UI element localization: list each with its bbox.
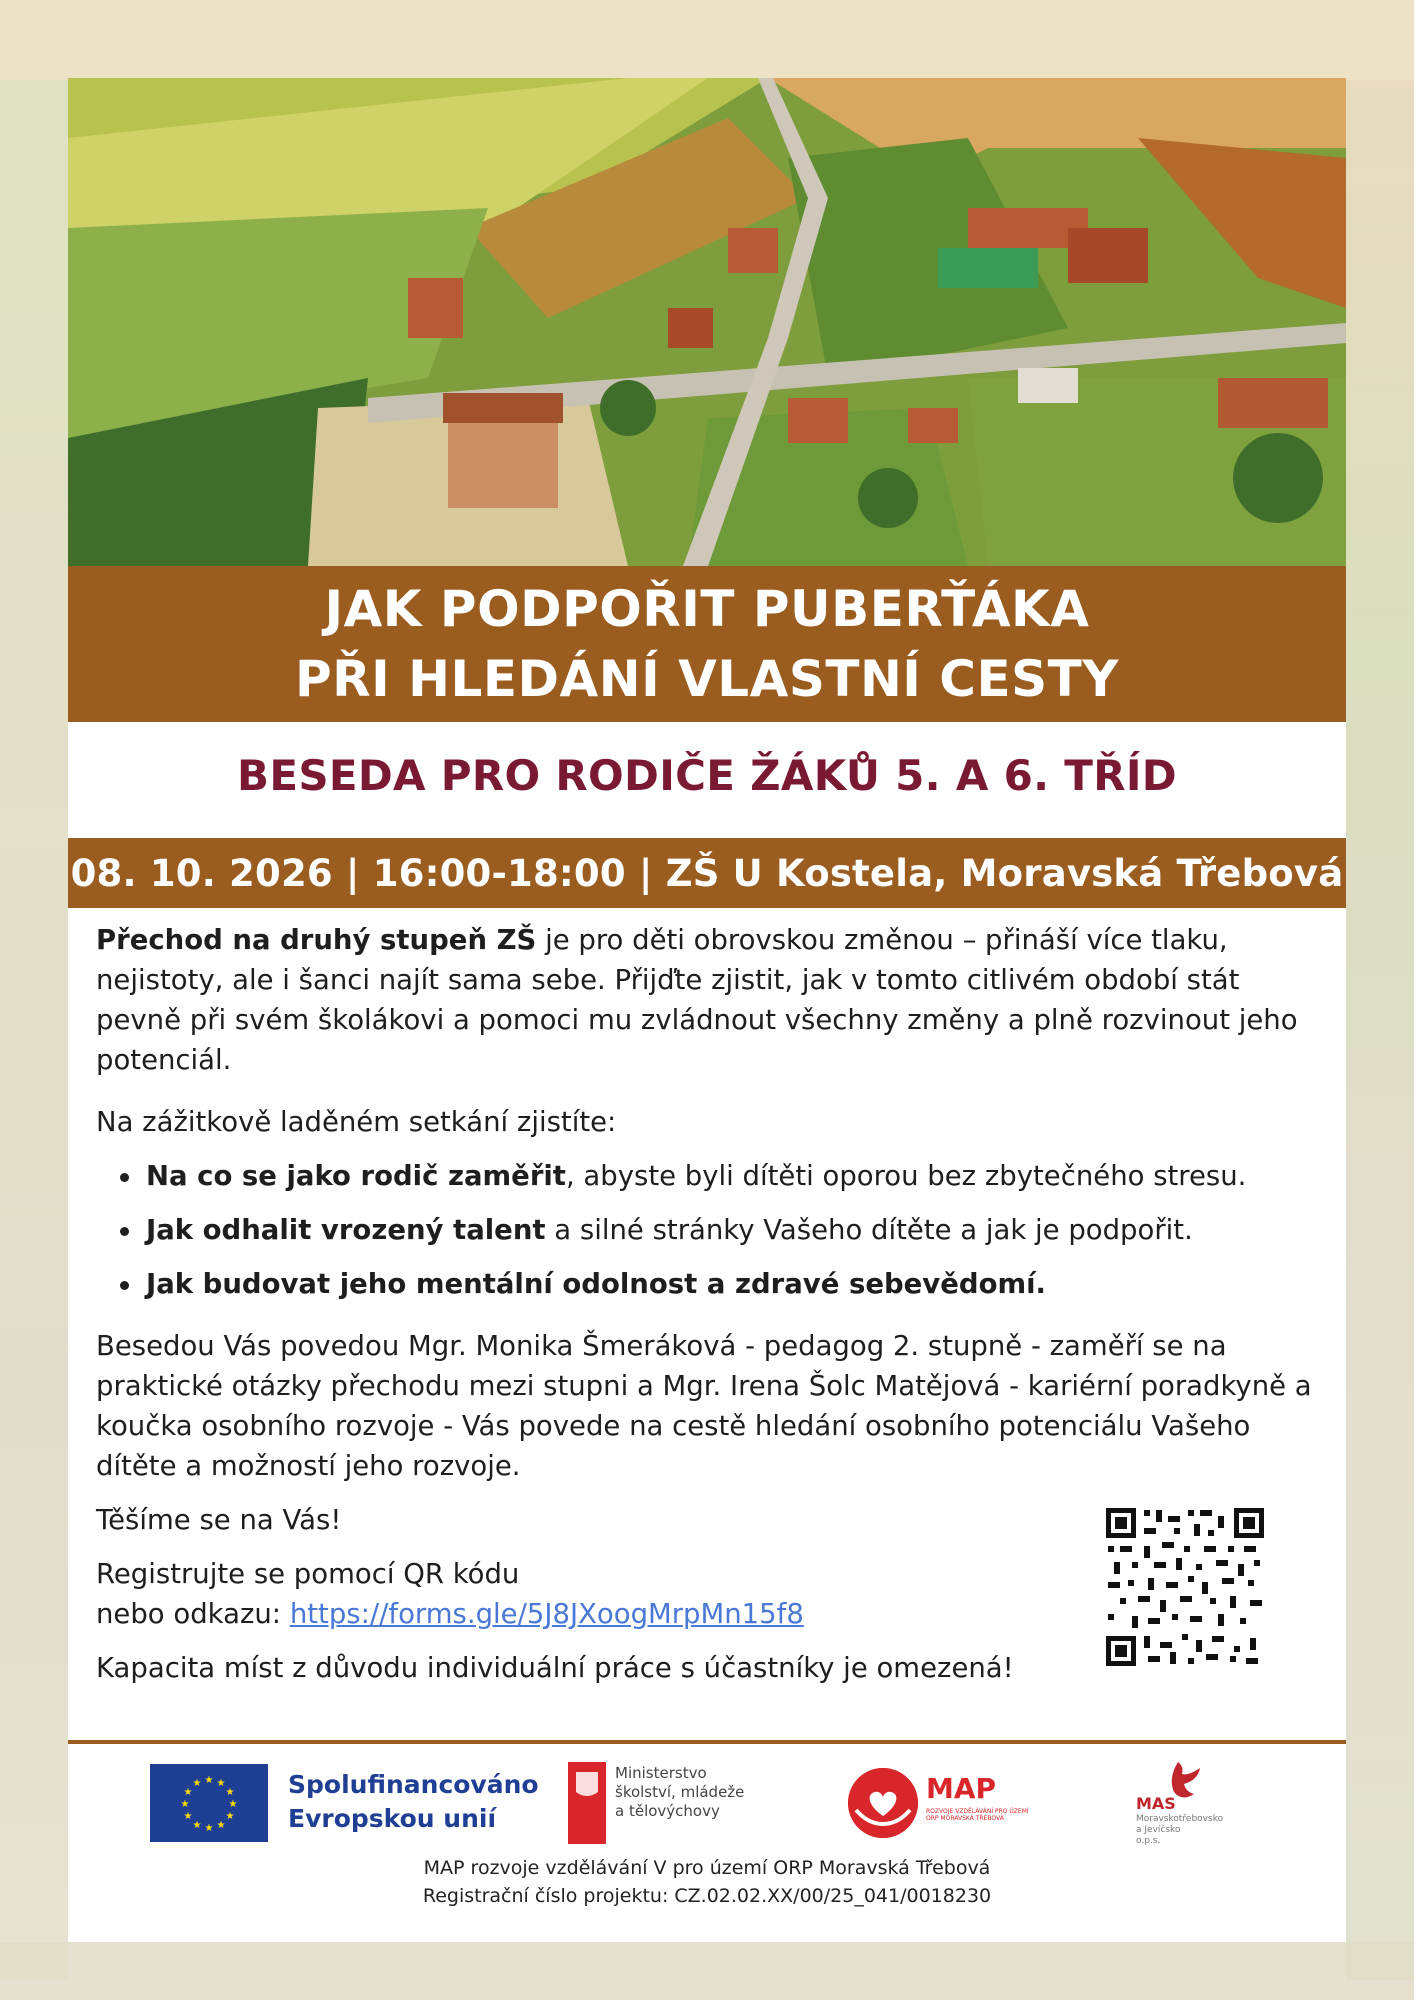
bullet-rest: a silné stránky Vašeho dítěte a jak je podpořit. (545, 1214, 1193, 1246)
greeting: Těšíme se na Vás! (96, 1504, 342, 1536)
svg-text:★: ★ (183, 1811, 193, 1822)
svg-text:★: ★ (216, 1820, 226, 1831)
bullet-bold: Jak budovat jeho mentální odolnost a zdravé sebevědomí. (146, 1268, 1046, 1300)
intro-rest: je pro děti obrovskou změnou – přináší více tlaku, nejistoty, ale i šanci najít sama sebe. Přijďte zjistit, jak v tomto citlivém období stát pevně při svém školákovi a pomoci mu zvládnout všechny změny a plně rozvinout jeho potenciál. (96, 924, 1298, 1076)
eu-line-2: Evropskou unií (288, 1804, 497, 1833)
event-info: 08. 10. 2026 | 16:00-18:00 | ZŠ U Kostela, Moravská Třebová (70, 851, 1344, 895)
svg-text:★: ★ (225, 1787, 235, 1798)
svg-text:★: ★ (180, 1799, 190, 1810)
footer-line-2: Registrační číslo projektu: CZ.02.02.XX/00/25_041/0018230 (422, 1885, 992, 1907)
title-line-2: PŘI HLEDÁNÍ VLASTNÍ CESTY (295, 650, 1119, 708)
sponsor-logos (68, 1758, 1346, 1858)
footer-divider (68, 1740, 1346, 1744)
hero-aerial-photo (68, 78, 1346, 566)
svg-text:★: ★ (216, 1778, 226, 1789)
list-intro: Na zážitkově laděném setkání zjistíte: (96, 1106, 617, 1138)
msmt-line-2: školství, mládeže (615, 1783, 745, 1801)
capacity-note: Kapacita míst z důvodu individuální práce s účastníky je omezená! (96, 1652, 1014, 1684)
svg-text:★: ★ (183, 1787, 193, 1798)
registration-prefix: nebo odkazu: (96, 1598, 290, 1630)
speakers-paragraph: Besedou Vás povedou Mgr. Monika Šmeráková - pedagog 2. stupně - zaměří se na praktické otázky přechodu mezi stupni a Mgr. Irena Šolc Matějová - kariérní poradkyně a koučka osobního rozvoje - Vás povede na cestě hledání osobního potenciálu Vašeho dítěte a možností jeho rozvoje. (96, 1330, 1312, 1482)
map-heart-hands-icon (848, 1768, 918, 1838)
eu-cofunded-text (288, 1768, 539, 1836)
bullet-rest: , abyste byli dítěti oporou bez zbytečného stresu. (565, 1160, 1247, 1192)
svg-text:★: ★ (204, 1823, 214, 1834)
msmt-emblem-icon (568, 1762, 606, 1844)
mas-name: MAS (1136, 1794, 1176, 1813)
title-band (68, 566, 1346, 722)
mas-subtitle: Moravskotřebovsko a Jevíčsko o.p.s. (1136, 1814, 1224, 1846)
subtitle: BESEDA PRO RODIČE ŽÁKŮ 5. A 6. TŘÍD (237, 750, 1177, 800)
footer (68, 1854, 1346, 1910)
registration-link[interactable]: https://forms.gle/5J8JXoogMrpMn15f8 (289, 1598, 804, 1630)
qr-code[interactable] (1104, 1506, 1266, 1668)
bullet-list (96, 1156, 1321, 1304)
eu-line-1: Spolufinancováno (288, 1770, 539, 1799)
bullet-bold: Na co se jako rodič zaměřit (146, 1160, 566, 1192)
svg-text:★: ★ (192, 1820, 202, 1831)
svg-text:★: ★ (228, 1799, 238, 1810)
map-name: MAP (926, 1772, 997, 1805)
title-line-1: JAK PODPOŘIT PUBERŤÁKA (324, 580, 1090, 638)
map-subtitle: ROZVOJE VZDĚLÁVÁNÍ PRO ÚZEMÍ ORP MORAVSKÁ TŘEBOVÁ (926, 1808, 1029, 1822)
registration-line-1: Registrujte se pomocí QR kódu (96, 1558, 520, 1590)
flyer-card (68, 78, 1346, 1942)
intro-bold: Přechod na druhý stupeň ZŠ (96, 924, 537, 956)
svg-text:★: ★ (204, 1775, 214, 1786)
footer-line-1: MAP rozvoje vzdělávání V pro území ORP Moravská Třebová (423, 1857, 991, 1879)
msmt-line-3: a tělovýchovy (615, 1802, 720, 1820)
svg-text:★: ★ (225, 1811, 235, 1822)
svg-text:★: ★ (192, 1778, 202, 1789)
msmt-text (615, 1764, 744, 1821)
intro-paragraph (96, 920, 1321, 1080)
list-item (96, 1264, 1321, 1304)
list-item (96, 1156, 1321, 1196)
bullet-bold: Jak odhalit vrozený talent (146, 1214, 546, 1246)
eu-flag-icon (150, 1764, 268, 1842)
event-info-band (68, 838, 1346, 908)
list-item (96, 1210, 1321, 1250)
msmt-line-1: Ministerstvo (615, 1764, 707, 1782)
